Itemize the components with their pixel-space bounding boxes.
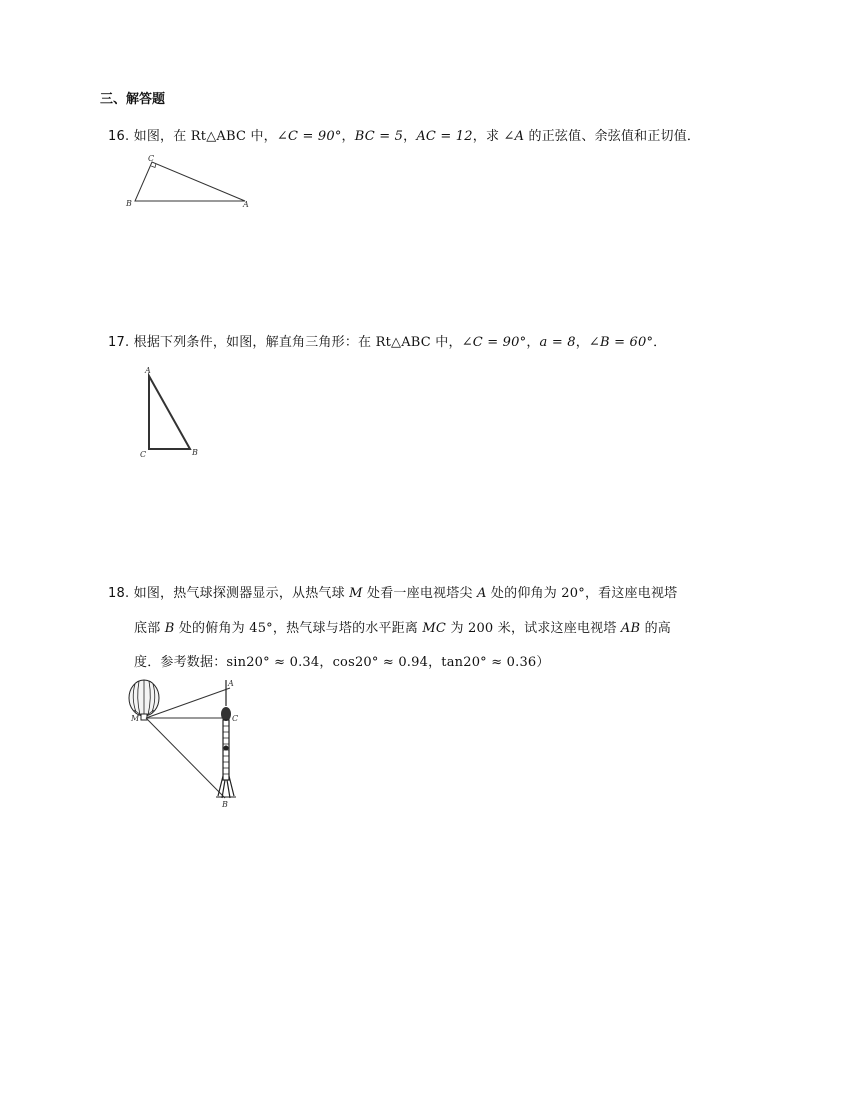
point-label-m: M xyxy=(131,714,140,723)
sin-data: sin20° ≈ 0.34 xyxy=(226,655,320,670)
cos-data: cos20° ≈ 0.94 xyxy=(332,655,429,670)
figure-18-balloon-tower xyxy=(120,676,250,811)
vertex-label-b: B xyxy=(126,199,132,208)
question-17-text: 17. 根据下列条件，如图，解直角三角形：在 Rt△ABC 中，∠C = 90°，a = 8，∠B = 60°． xyxy=(108,335,667,350)
section-title: 三、解答题 xyxy=(100,92,166,107)
vertex-label-a: A xyxy=(243,200,249,209)
vertex-label-a: A xyxy=(145,366,151,375)
tv-tower-icon xyxy=(216,680,239,798)
question-number: 18. xyxy=(108,586,130,601)
figure-17-triangle xyxy=(135,362,215,462)
question-18-line-3: 度．参考数据：sin20° ≈ 0.34，cos20° ≈ 0.94，tan20° ≈ 0.36） xyxy=(134,655,550,670)
question-18-line-2: 底部 B 处的俯角为 45°，热气球与塔的水平距离 MC 为 200 米，试求这座电视塔 AB 的高 xyxy=(134,621,671,636)
point-label-b: B xyxy=(222,800,228,809)
vertex-label-b: B xyxy=(192,448,198,457)
point-label-c: C xyxy=(232,714,239,723)
vertex-label-c: C xyxy=(140,450,147,459)
tan-data: tan20° ≈ 0.36 xyxy=(441,655,537,670)
vertex-label-c: C xyxy=(148,154,155,163)
question-number: 16. xyxy=(108,129,130,144)
point-label-a: A xyxy=(228,679,234,688)
question-18-line-1: 18. 如图，热气球探测器显示，从热气球 M 处看一座电视塔尖 A 处的仰角为 20°，看这座电视塔 xyxy=(108,586,678,601)
question-16-text: 16. 如图，在 Rt△ABC 中，∠C = 90°，BC = 5，AC = 12，求 ∠A 的正弦值、余弦值和正切值． xyxy=(108,129,701,144)
question-number: 17. xyxy=(108,335,130,350)
figure-16-triangle xyxy=(120,150,260,212)
